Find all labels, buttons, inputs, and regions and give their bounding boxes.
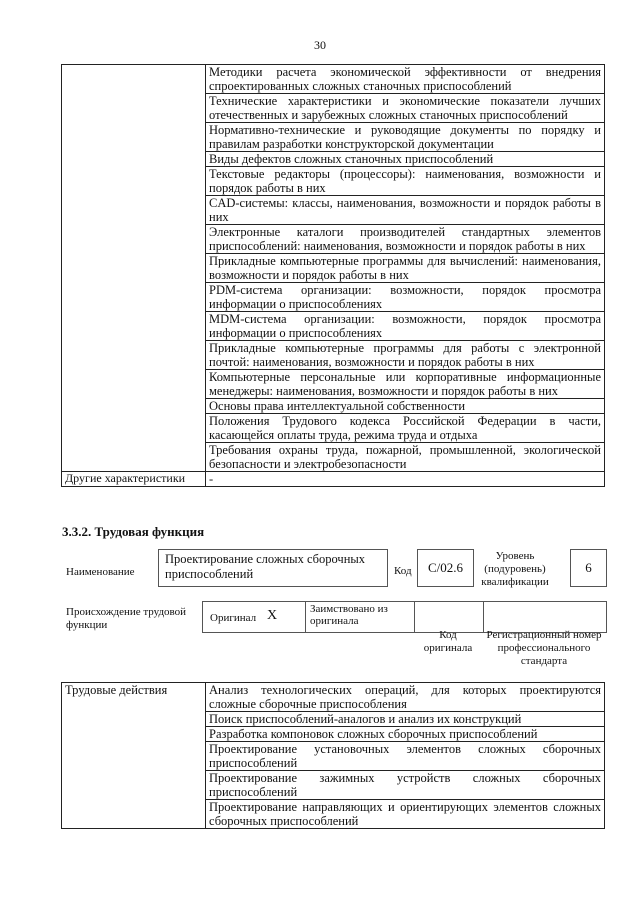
knowledge-item: Прикладные компьютерные программы для вычислений: наименования, возможности и порядок работы в них bbox=[206, 254, 605, 283]
origin-label: Происхождение трудовой функции bbox=[66, 606, 187, 631]
action-item: Анализ технологических операций, для которых проектируются сложные сборочные приспособления bbox=[206, 683, 605, 712]
name-value-box bbox=[158, 549, 388, 587]
knowledge-item: Компьютерные персональные или корпоративные информационные менеджеры: наименования, возможности и порядок работы в них bbox=[206, 370, 605, 399]
code-original-label: Код оригинала bbox=[423, 629, 473, 654]
level-value-box bbox=[570, 549, 607, 587]
action-item: Проектирование установочных элементов сложных сборочных приспособлений bbox=[206, 742, 605, 771]
knowledge-item: Технические характеристики и экономические показатели лучших отечественных и зарубежных сложных станочных приспособлений bbox=[206, 94, 605, 123]
actions-table bbox=[61, 682, 605, 829]
action-item: Проектирование направляющих и ориентирующих элементов сложных сборочных приспособлений bbox=[206, 800, 605, 829]
original-box bbox=[202, 601, 306, 633]
knowledge-item: Текстовые редакторы (процессоры): наименования, возможности и порядок работы в них bbox=[206, 167, 605, 196]
knowledge-item: Методики расчета экономической эффективности от внедрения спроектированных сложных станочных приспособлений bbox=[206, 65, 605, 94]
actions-label: Трудовые действия bbox=[62, 683, 206, 829]
action-item: Поиск приспособлений-аналогов и анализ их конструкций bbox=[206, 712, 605, 727]
knowledge-item: Положения Трудового кодекса Российской Федерации в части, касающейся оплаты труда, режима труда и отдыха bbox=[206, 414, 605, 443]
knowledge-item: Основы права интеллектуальной собственности bbox=[206, 399, 605, 414]
name-label: Наименование bbox=[66, 566, 135, 578]
table-row bbox=[62, 683, 605, 712]
knowledge-item: PDM-система организации: возможности, порядок просмотра информации о приспособлениях bbox=[206, 283, 605, 312]
borrowed-box bbox=[305, 601, 415, 633]
knowledge-item: Электронные каталоги производителей стандартных элементов приспособлений: наименования, возможности и порядок работы в них bbox=[206, 225, 605, 254]
table-row bbox=[62, 65, 605, 94]
knowledge-item: Требования охраны труда, пожарной, промышленной, экологической безопасности и электробезопасности bbox=[206, 443, 605, 472]
knowledge-item: Нормативно-технические и руководящие документы по порядку и правилам разработки конструкторской документации bbox=[206, 123, 605, 152]
code-label: Код bbox=[394, 565, 412, 577]
action-item: Проектирование зажимных устройств сложных сборочных приспособлений bbox=[206, 771, 605, 800]
section-heading: 3.3.2. Трудовая функция bbox=[62, 524, 205, 539]
level-value: 6 bbox=[585, 560, 592, 575]
knowledge-item: Прикладные компьютерные программы для работы с электронной почтой: наименования, возможности и порядок работы в них bbox=[206, 341, 605, 370]
reg-number-label: Регистрационный номер профессионального стандарта bbox=[486, 629, 602, 667]
knowledge-label-cell bbox=[62, 65, 206, 472]
knowledge-item: CAD-системы: классы, наименования, возможности и порядок работы в них bbox=[206, 196, 605, 225]
original-mark: X bbox=[267, 608, 278, 623]
other-characteristics-label: Другие характеристики bbox=[62, 472, 206, 487]
original-label: Оригинал bbox=[210, 612, 257, 624]
page-number: 30 bbox=[314, 38, 326, 52]
table-row bbox=[62, 472, 605, 487]
knowledge-table bbox=[61, 64, 605, 487]
other-characteristics-value: - bbox=[206, 472, 605, 487]
code-value-box bbox=[417, 549, 474, 587]
code-value: C/02.6 bbox=[427, 560, 464, 575]
action-item: Разработка компоновок сложных сборочных приспособлений bbox=[206, 727, 605, 742]
function-name-value: Проектирование сложных сборочных приспособлений bbox=[165, 552, 366, 581]
borrowed-label: Заимствовано из оригинала bbox=[310, 603, 388, 627]
knowledge-item: MDM-система организации: возможности, порядок просмотра информации о приспособлениях bbox=[206, 312, 605, 341]
knowledge-item: Виды дефектов сложных станочных приспособлений bbox=[206, 152, 605, 167]
level-label: Уровень (подуровень) квалификации bbox=[481, 550, 549, 588]
